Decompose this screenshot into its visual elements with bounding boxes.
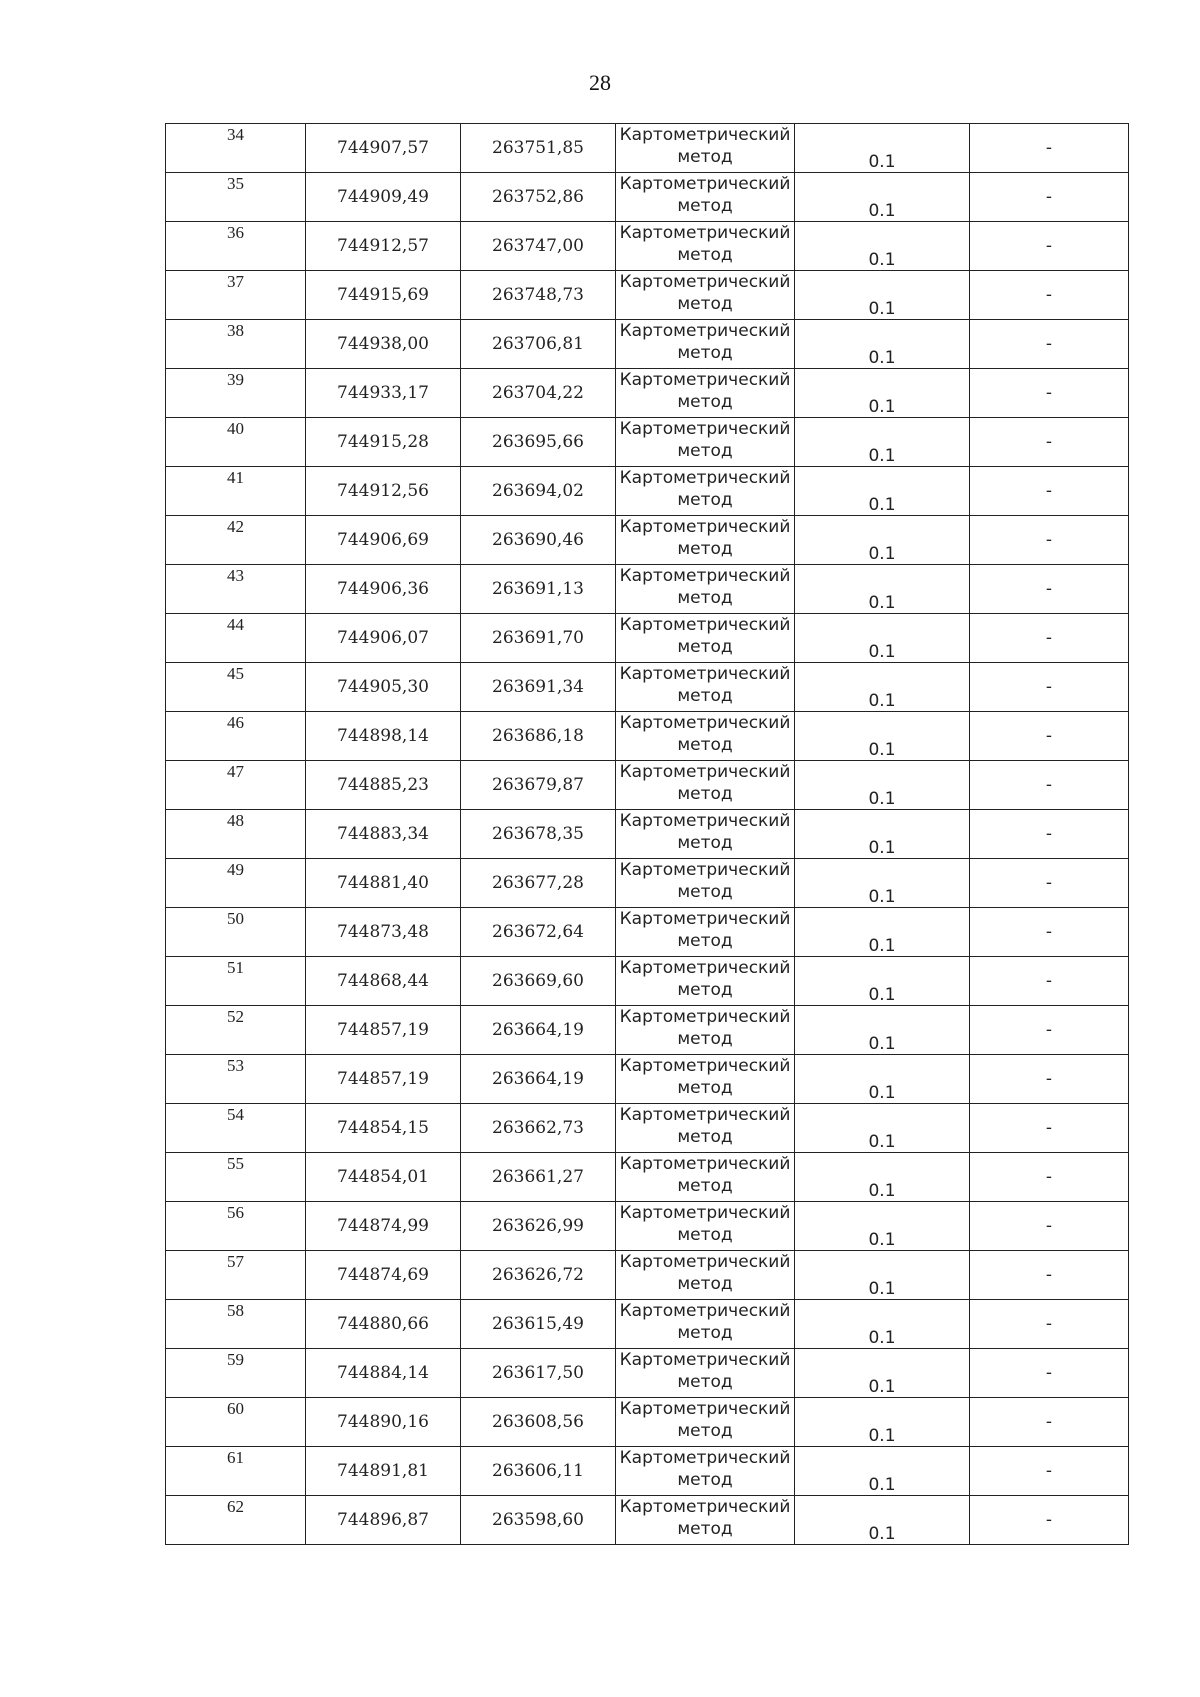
table-row xyxy=(166,1496,1129,1545)
method-label-line2: метод xyxy=(677,1127,733,1147)
method-cell xyxy=(616,1349,795,1398)
table-row xyxy=(166,418,1129,467)
accuracy-cell: 0.1 xyxy=(795,1006,970,1055)
method-label-line1: Картометрический xyxy=(619,125,791,145)
accuracy-cell: 0.1 xyxy=(795,1496,970,1545)
table-row xyxy=(166,1006,1129,1055)
table-row xyxy=(166,761,1129,810)
x-coordinate-cell: 744906,07 xyxy=(306,614,461,663)
point-number-cell: 56 xyxy=(166,1202,306,1251)
note-cell: - xyxy=(970,1300,1129,1349)
coordinates-table xyxy=(165,123,1129,1545)
note-cell: - xyxy=(970,1349,1129,1398)
note-cell: - xyxy=(970,1398,1129,1447)
point-number-cell: 44 xyxy=(166,614,306,663)
method-label-line1: Картометрический xyxy=(619,615,791,635)
note-cell: - xyxy=(970,614,1129,663)
method-cell xyxy=(616,271,795,320)
method-label-line1: Картометрический xyxy=(619,958,791,978)
accuracy-cell: 0.1 xyxy=(795,271,970,320)
y-coordinate-cell: 263608,56 xyxy=(461,1398,616,1447)
method-cell xyxy=(616,614,795,663)
point-number-cell: 47 xyxy=(166,761,306,810)
method-label-line2: метод xyxy=(677,1078,733,1098)
x-coordinate-cell: 744857,19 xyxy=(306,1055,461,1104)
accuracy-cell: 0.1 xyxy=(795,124,970,173)
accuracy-cell: 0.1 xyxy=(795,565,970,614)
point-number-cell: 55 xyxy=(166,1153,306,1202)
method-label-line2: метод xyxy=(677,735,733,755)
method-cell xyxy=(616,663,795,712)
point-number-cell: 50 xyxy=(166,908,306,957)
accuracy-cell: 0.1 xyxy=(795,1202,970,1251)
method-label-line1: Картометрический xyxy=(619,1399,791,1419)
y-coordinate-cell: 263695,66 xyxy=(461,418,616,467)
y-coordinate-cell: 263748,73 xyxy=(461,271,616,320)
x-coordinate-cell: 744912,56 xyxy=(306,467,461,516)
note-cell: - xyxy=(970,1496,1129,1545)
y-coordinate-cell: 263669,60 xyxy=(461,957,616,1006)
method-label-line2: метод xyxy=(677,637,733,657)
method-label-line1: Картометрический xyxy=(619,1497,791,1517)
point-number-cell: 61 xyxy=(166,1447,306,1496)
table-row xyxy=(166,1251,1129,1300)
point-number-cell: 43 xyxy=(166,565,306,614)
method-cell xyxy=(616,1153,795,1202)
point-number-cell: 36 xyxy=(166,222,306,271)
y-coordinate-cell: 263747,00 xyxy=(461,222,616,271)
x-coordinate-cell: 744890,16 xyxy=(306,1398,461,1447)
point-number-cell: 42 xyxy=(166,516,306,565)
point-number-cell: 53 xyxy=(166,1055,306,1104)
accuracy-cell: 0.1 xyxy=(795,1104,970,1153)
x-coordinate-cell: 744868,44 xyxy=(306,957,461,1006)
accuracy-cell: 0.1 xyxy=(795,516,970,565)
y-coordinate-cell: 263706,81 xyxy=(461,320,616,369)
x-coordinate-cell: 744854,15 xyxy=(306,1104,461,1153)
y-coordinate-cell: 263598,60 xyxy=(461,1496,616,1545)
point-number-cell: 52 xyxy=(166,1006,306,1055)
y-coordinate-cell: 263664,19 xyxy=(461,1055,616,1104)
method-label-line1: Картометрический xyxy=(619,370,791,390)
method-cell xyxy=(616,1398,795,1447)
y-coordinate-cell: 263606,11 xyxy=(461,1447,616,1496)
y-coordinate-cell: 263691,70 xyxy=(461,614,616,663)
x-coordinate-cell: 744933,17 xyxy=(306,369,461,418)
note-cell: - xyxy=(970,565,1129,614)
y-coordinate-cell: 263661,27 xyxy=(461,1153,616,1202)
method-label-line1: Картометрический xyxy=(619,860,791,880)
method-cell xyxy=(616,957,795,1006)
method-label-line2: метод xyxy=(677,833,733,853)
point-number-cell: 59 xyxy=(166,1349,306,1398)
x-coordinate-cell: 744915,28 xyxy=(306,418,461,467)
table-row xyxy=(166,222,1129,271)
x-coordinate-cell: 744881,40 xyxy=(306,859,461,908)
method-label-line2: метод xyxy=(677,686,733,706)
coordinates-table-body xyxy=(166,124,1129,1545)
method-cell xyxy=(616,1496,795,1545)
accuracy-cell: 0.1 xyxy=(795,614,970,663)
method-cell xyxy=(616,418,795,467)
note-cell: - xyxy=(970,124,1129,173)
note-cell: - xyxy=(970,663,1129,712)
table-row xyxy=(166,712,1129,761)
x-coordinate-cell: 744891,81 xyxy=(306,1447,461,1496)
point-number-cell: 58 xyxy=(166,1300,306,1349)
accuracy-cell: 0.1 xyxy=(795,1349,970,1398)
method-label-line2: метод xyxy=(677,1323,733,1343)
x-coordinate-cell: 744915,69 xyxy=(306,271,461,320)
table-row xyxy=(166,614,1129,663)
y-coordinate-cell: 263615,49 xyxy=(461,1300,616,1349)
method-cell xyxy=(616,1251,795,1300)
note-cell: - xyxy=(970,859,1129,908)
accuracy-cell: 0.1 xyxy=(795,859,970,908)
y-coordinate-cell: 263678,35 xyxy=(461,810,616,859)
note-cell: - xyxy=(970,1251,1129,1300)
method-cell xyxy=(616,516,795,565)
accuracy-cell: 0.1 xyxy=(795,320,970,369)
x-coordinate-cell: 744854,01 xyxy=(306,1153,461,1202)
note-cell: - xyxy=(970,1055,1129,1104)
table-row xyxy=(166,1153,1129,1202)
y-coordinate-cell: 263677,28 xyxy=(461,859,616,908)
method-label-line2: метод xyxy=(677,1176,733,1196)
point-number-cell: 41 xyxy=(166,467,306,516)
method-label-line1: Картометрический xyxy=(619,1350,791,1370)
page-number: 28 xyxy=(589,70,611,95)
method-cell xyxy=(616,173,795,222)
note-cell: - xyxy=(970,908,1129,957)
method-cell xyxy=(616,908,795,957)
x-coordinate-cell: 744874,99 xyxy=(306,1202,461,1251)
method-label-line2: метод xyxy=(677,343,733,363)
method-label-line1: Картометрический xyxy=(619,468,791,488)
point-number-cell: 51 xyxy=(166,957,306,1006)
table-row xyxy=(166,1447,1129,1496)
method-label-line2: метод xyxy=(677,784,733,804)
method-label-line1: Картометрический xyxy=(619,713,791,733)
method-label-line2: метод xyxy=(677,1470,733,1490)
point-number-cell: 39 xyxy=(166,369,306,418)
accuracy-cell: 0.1 xyxy=(795,761,970,810)
accuracy-cell: 0.1 xyxy=(795,467,970,516)
method-cell xyxy=(616,1202,795,1251)
method-label-line1: Картометрический xyxy=(619,1448,791,1468)
y-coordinate-cell: 263617,50 xyxy=(461,1349,616,1398)
y-coordinate-cell: 263704,22 xyxy=(461,369,616,418)
x-coordinate-cell: 744905,30 xyxy=(306,663,461,712)
table-row xyxy=(166,369,1129,418)
point-number-cell: 37 xyxy=(166,271,306,320)
y-coordinate-cell: 263691,13 xyxy=(461,565,616,614)
table-row xyxy=(166,124,1129,173)
method-label-line1: Картометрический xyxy=(619,566,791,586)
note-cell: - xyxy=(970,516,1129,565)
point-number-cell: 38 xyxy=(166,320,306,369)
point-number-cell: 54 xyxy=(166,1104,306,1153)
method-cell xyxy=(616,369,795,418)
method-cell xyxy=(616,859,795,908)
point-number-cell: 57 xyxy=(166,1251,306,1300)
y-coordinate-cell: 263679,87 xyxy=(461,761,616,810)
table-row xyxy=(166,1202,1129,1251)
method-cell xyxy=(616,222,795,271)
accuracy-cell: 0.1 xyxy=(795,222,970,271)
method-label-line1: Картометрический xyxy=(619,419,791,439)
note-cell: - xyxy=(970,1104,1129,1153)
method-cell xyxy=(616,1300,795,1349)
method-label-line2: метод xyxy=(677,196,733,216)
x-coordinate-cell: 744898,14 xyxy=(306,712,461,761)
note-cell: - xyxy=(970,222,1129,271)
y-coordinate-cell: 263694,02 xyxy=(461,467,616,516)
point-number-cell: 34 xyxy=(166,124,306,173)
note-cell: - xyxy=(970,1006,1129,1055)
point-number-cell: 35 xyxy=(166,173,306,222)
note-cell: - xyxy=(970,1202,1129,1251)
method-label-line1: Картометрический xyxy=(619,223,791,243)
method-label-line1: Картометрический xyxy=(619,1203,791,1223)
table-row xyxy=(166,320,1129,369)
accuracy-cell: 0.1 xyxy=(795,1398,970,1447)
x-coordinate-cell: 744909,49 xyxy=(306,173,461,222)
method-label-line1: Картометрический xyxy=(619,174,791,194)
table-row xyxy=(166,173,1129,222)
accuracy-cell: 0.1 xyxy=(795,1447,970,1496)
accuracy-cell: 0.1 xyxy=(795,1300,970,1349)
table-row xyxy=(166,1055,1129,1104)
method-label-line1: Картометрический xyxy=(619,321,791,341)
method-label-line1: Картометрический xyxy=(619,1154,791,1174)
table-row xyxy=(166,957,1129,1006)
x-coordinate-cell: 744896,87 xyxy=(306,1496,461,1545)
method-label-line2: метод xyxy=(677,392,733,412)
table-row xyxy=(166,467,1129,516)
note-cell: - xyxy=(970,761,1129,810)
method-label-line1: Картометрический xyxy=(619,272,791,292)
y-coordinate-cell: 263686,18 xyxy=(461,712,616,761)
accuracy-cell: 0.1 xyxy=(795,712,970,761)
method-label-line2: метод xyxy=(677,1372,733,1392)
y-coordinate-cell: 263664,19 xyxy=(461,1006,616,1055)
point-number-cell: 48 xyxy=(166,810,306,859)
y-coordinate-cell: 263751,85 xyxy=(461,124,616,173)
accuracy-cell: 0.1 xyxy=(795,1055,970,1104)
accuracy-cell: 0.1 xyxy=(795,1251,970,1300)
x-coordinate-cell: 744883,34 xyxy=(306,810,461,859)
accuracy-cell: 0.1 xyxy=(795,663,970,712)
method-label-line2: метод xyxy=(677,882,733,902)
method-label-line1: Картометрический xyxy=(619,1252,791,1272)
method-label-line1: Картометрический xyxy=(619,762,791,782)
method-label-line1: Картометрический xyxy=(619,517,791,537)
x-coordinate-cell: 744912,57 xyxy=(306,222,461,271)
x-coordinate-cell: 744885,23 xyxy=(306,761,461,810)
note-cell: - xyxy=(970,320,1129,369)
point-number-cell: 62 xyxy=(166,1496,306,1545)
method-label-line2: метод xyxy=(677,1274,733,1294)
accuracy-cell: 0.1 xyxy=(795,908,970,957)
method-label-line1: Картометрический xyxy=(619,1301,791,1321)
note-cell: - xyxy=(970,957,1129,1006)
method-label-line2: метод xyxy=(677,1421,733,1441)
method-label-line1: Картометрический xyxy=(619,1056,791,1076)
x-coordinate-cell: 744880,66 xyxy=(306,1300,461,1349)
x-coordinate-cell: 744874,69 xyxy=(306,1251,461,1300)
x-coordinate-cell: 744906,69 xyxy=(306,516,461,565)
method-label-line2: метод xyxy=(677,441,733,461)
accuracy-cell: 0.1 xyxy=(795,173,970,222)
point-number-cell: 49 xyxy=(166,859,306,908)
method-label-line2: метод xyxy=(677,294,733,314)
method-cell xyxy=(616,712,795,761)
table-row xyxy=(166,1300,1129,1349)
point-number-cell: 45 xyxy=(166,663,306,712)
table-row xyxy=(166,663,1129,712)
y-coordinate-cell: 263752,86 xyxy=(461,173,616,222)
note-cell: - xyxy=(970,1447,1129,1496)
table-row xyxy=(166,565,1129,614)
y-coordinate-cell: 263690,46 xyxy=(461,516,616,565)
table-row xyxy=(166,810,1129,859)
table-row xyxy=(166,271,1129,320)
y-coordinate-cell: 263691,34 xyxy=(461,663,616,712)
method-cell xyxy=(616,1104,795,1153)
y-coordinate-cell: 263672,64 xyxy=(461,908,616,957)
method-label-line2: метод xyxy=(677,245,733,265)
method-label-line1: Картометрический xyxy=(619,664,791,684)
note-cell: - xyxy=(970,271,1129,320)
method-cell xyxy=(616,810,795,859)
x-coordinate-cell: 744873,48 xyxy=(306,908,461,957)
x-coordinate-cell: 744884,14 xyxy=(306,1349,461,1398)
method-cell xyxy=(616,1447,795,1496)
table-row xyxy=(166,516,1129,565)
x-coordinate-cell: 744906,36 xyxy=(306,565,461,614)
method-cell xyxy=(616,761,795,810)
y-coordinate-cell: 263662,73 xyxy=(461,1104,616,1153)
method-cell xyxy=(616,1006,795,1055)
x-coordinate-cell: 744907,57 xyxy=(306,124,461,173)
method-label-line2: метод xyxy=(677,980,733,1000)
accuracy-cell: 0.1 xyxy=(795,957,970,1006)
table-row xyxy=(166,1398,1129,1447)
x-coordinate-cell: 744857,19 xyxy=(306,1006,461,1055)
y-coordinate-cell: 263626,99 xyxy=(461,1202,616,1251)
table-row xyxy=(166,859,1129,908)
method-label-line2: метод xyxy=(677,1519,733,1539)
note-cell: - xyxy=(970,418,1129,467)
method-label-line2: метод xyxy=(677,1029,733,1049)
point-number-cell: 40 xyxy=(166,418,306,467)
point-number-cell: 60 xyxy=(166,1398,306,1447)
note-cell: - xyxy=(970,369,1129,418)
note-cell: - xyxy=(970,712,1129,761)
accuracy-cell: 0.1 xyxy=(795,1153,970,1202)
method-label-line2: метод xyxy=(677,588,733,608)
note-cell: - xyxy=(970,467,1129,516)
y-coordinate-cell: 263626,72 xyxy=(461,1251,616,1300)
accuracy-cell: 0.1 xyxy=(795,369,970,418)
method-label-line1: Картометрический xyxy=(619,909,791,929)
method-cell xyxy=(616,467,795,516)
method-label-line2: метод xyxy=(677,147,733,167)
note-cell: - xyxy=(970,1153,1129,1202)
method-label-line1: Картометрический xyxy=(619,811,791,831)
method-label-line1: Картометрический xyxy=(619,1105,791,1125)
method-cell xyxy=(616,320,795,369)
method-label-line1: Картометрический xyxy=(619,1007,791,1027)
method-label-line2: метод xyxy=(677,1225,733,1245)
table-row xyxy=(166,1104,1129,1153)
table-row xyxy=(166,908,1129,957)
accuracy-cell: 0.1 xyxy=(795,810,970,859)
note-cell: - xyxy=(970,173,1129,222)
point-number-cell: 46 xyxy=(166,712,306,761)
method-cell xyxy=(616,565,795,614)
method-cell xyxy=(616,1055,795,1104)
note-cell: - xyxy=(970,810,1129,859)
method-label-line2: метод xyxy=(677,931,733,951)
method-label-line2: метод xyxy=(677,490,733,510)
x-coordinate-cell: 744938,00 xyxy=(306,320,461,369)
method-cell xyxy=(616,124,795,173)
accuracy-cell: 0.1 xyxy=(795,418,970,467)
method-label-line2: метод xyxy=(677,539,733,559)
table-row xyxy=(166,1349,1129,1398)
